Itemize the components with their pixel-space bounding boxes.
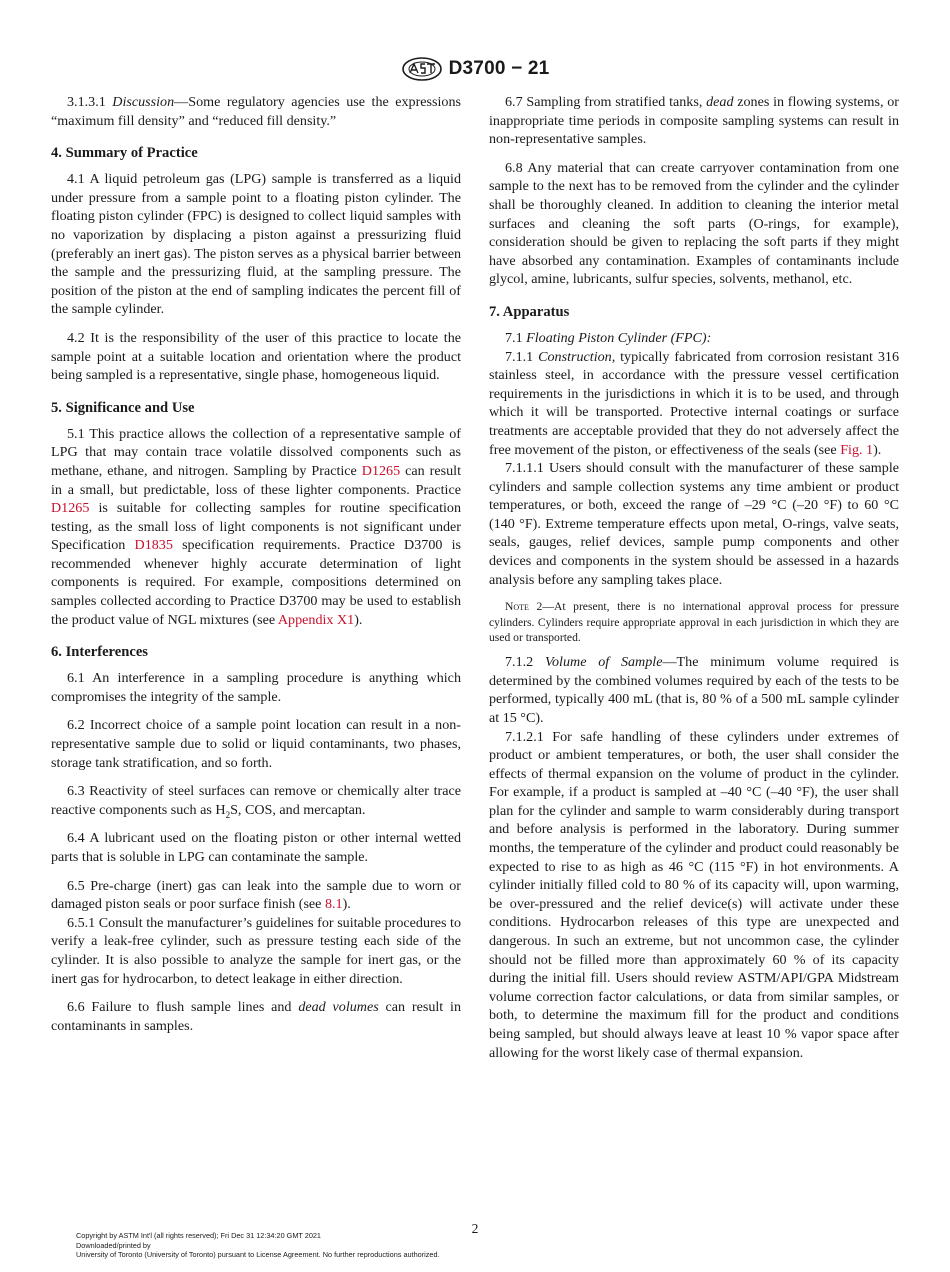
paragraph-text: can result in a small, but predictable, loss of these lighter components. Practice	[51, 462, 461, 498]
footer-line: Copyright by ASTM Int'l (all rights reserved); Fri Dec 31 12:34:20 GMT 2021	[76, 1231, 321, 1240]
paragraph-6-1: 6.1 An interference in a sampling procedure is anything which compromises the integrity of the sample.	[51, 670, 461, 705]
note-text: 2—At present, there is no international approval process for pressure cylinders. Cylinders require appropriate approval in each jurisdiction in which they are used or transported.	[489, 600, 899, 644]
paragraph-6-8: 6.8 Any material that can create carryover contamination from one sample to the next has to be removed from the cylinder and the cylinder shall be thoroughly cleaned. In addition to cleaning the interior metal surfaces and cleaning the soft parts (O-rings, for example), consideration should be given to replacing the soft parts if they might have absorbed any contamination. Examples of contaminants include glycol, amine, lubricants, sulfur species, solvents, methanol, etc.	[489, 159, 899, 288]
paragraph-text: typically fabricated from corrosion resistant 316 stainless steel, in accordance with the pressure vessel certification requirements in the jurisdictions in which it is to be used, and through which it will be transported. Protective internal coatings or surface treatments are acceptable provided that they do not adversely affect the free movement of the piston, or effectiveness of the seals (see	[489, 348, 899, 458]
page-number: 2	[471, 1221, 479, 1236]
paragraph-text: 6.7 Sampling from stratified tanks,	[505, 94, 707, 110]
paragraph-7-1	[489, 329, 899, 348]
paragraph-text: zones in flowing systems, or inappropriate time periods in composite sampling systems can result in non-representative samples.	[489, 94, 899, 148]
term-discussion: Discussion	[112, 94, 175, 110]
note-label: Note	[505, 600, 529, 614]
link-d1265-second[interactable]: D1265	[51, 500, 90, 517]
link-fig-1[interactable]: Fig. 1	[840, 441, 874, 458]
paragraph-text: 5.1 This practice allows the collection of a representative sample of LPG that may contain trace volatile dissolved components such as methane, ethane, and nitrogen. Sampling by Practice	[51, 425, 461, 479]
paragraph-number: 7.1.1	[505, 348, 534, 365]
section-6-heading: 6. Interferences	[51, 644, 148, 661]
right-column	[489, 93, 899, 1072]
note-2	[489, 599, 899, 645]
term-fpc: Floating Piston Cylinder (FPC):	[526, 329, 712, 346]
section-4-heading: 4. Summary of Practice	[51, 145, 198, 162]
paragraph-7-1-2	[489, 653, 899, 727]
page-header	[0, 56, 950, 82]
footer-line: University of Toronto (University of Toronto) pursuant to License Agreement. No further reproductions authorized.	[76, 1250, 440, 1260]
paragraph-number: 7.1	[505, 329, 523, 346]
paragraph-text: 6.6 Failure to flush sample lines and	[67, 999, 299, 1016]
paragraph-7-1-1	[489, 348, 899, 460]
link-8-1[interactable]: 8.1	[324, 896, 343, 913]
paragraph-4-1: 4.1 A liquid petroleum gas (LPG) sample is transferred as a liquid under pressure from a sample point to a floating piston cylinder. The floating piston cylinder (FPC) is designed to collect liquid samples with no vaporization by displacing a piston against a pressurizing fluid (preferably an inert gas). The piston serves as a physical barrier between the sample and the pressurizing fluid, at the sampling pressure. The position of the piston at the end of sampling indicates the percent fill of the sample cylinder.	[51, 171, 461, 318]
paragraph-text: 6.5 Pre-charge (inert) gas can leak into the sample due to worn or damaged piston seals or poor surface finish (see	[51, 877, 461, 913]
link-d1265[interactable]: D1265	[361, 462, 401, 479]
footer-line: Downloaded/printed by	[76, 1240, 151, 1250]
term-volume-of-sample: Volume of Sample	[544, 654, 663, 671]
paragraph-text: specification requirements. Practice D3700 is recommended whenever highly accurate determination of light components is required. For example, compositions determined on samples collected according to Practice D3700 may be used to establish the product value of NGL mixtures (see	[51, 537, 461, 628]
paragraph-text: is suitable for collecting samples for routine specification testing, as the small loss of light components is not significant under Specification	[51, 500, 461, 554]
paragraph-4-2: 4.2 It is the responsibility of the user of this practice to locate the sample point at a suitable location and orientation where the product being sampled is a representative, single phase, homogeneous liquid.	[51, 329, 461, 384]
paragraph-6-5	[51, 877, 461, 914]
paragraph-text: S, COS, and mercaptan.	[230, 801, 366, 818]
paragraph-text: ).	[354, 611, 363, 628]
document-designation: D3700 − 21	[448, 58, 550, 79]
paragraph-3-1-3-1	[51, 93, 461, 130]
subscript: 2	[225, 809, 231, 820]
paragraph-6-2: 6.2 Incorrect choice of a sample point location can result in a non-representative sample due to solid or liquid contaminants, two phases, storage tank stratification, and so forth.	[51, 717, 461, 771]
paragraph-number: 7.1.2	[505, 654, 534, 671]
paragraph-6-7	[489, 93, 899, 149]
paragraph-6-3	[51, 782, 461, 819]
term-dead: dead	[706, 94, 734, 110]
paragraph-text: 6.3 Reactivity of steel surfaces can remove or chemically alter trace reactive components such as H	[51, 783, 461, 818]
astm-logo-icon	[401, 56, 443, 82]
copyright-footer	[76, 1231, 440, 1260]
paragraph-text: —Some regulatory agencies use the expressions “maximum fill density” and “reduced fill density.”	[51, 94, 461, 129]
paragraph-number: 3.1.3.1	[67, 94, 106, 110]
section-5-heading: 5. Significance and Use	[51, 399, 195, 416]
paragraph-text: —The minimum volume required is determined by the combined volumes required by each of the tests to be performed, typically 400 mL (that is, 80 % of a 500 mL sample cylinder at 15 °C).	[489, 654, 899, 726]
paragraph-7-1-2-1: 7.1.2.1 For safe handling of these cylinders under extremes of product or ambient temperatures, or both, the user shall consider the effects of thermal expansion on the volume of product in the cylinder. For example, if a product is sampled at –40 °C (–40 °F), the user shall plan for the cylinder and sample to warm considerably during transport and before analysis is performed in the laboratory. During summer months, the temperature of the cylinder and product could reasonably be expected to rise to as high as 46 °C (115 °F) in hot environments. A cylinder initially filled cold to 80 % of its capacity will, upon warming, be over-pressured and the relief device(s) will activate under these conditions. Hydrocarbon releases of this type are unexpected and dangerous. In such an extreme, but not uncommon case, the cylinder should not be filled more than approximately 60 % of its capacity during the initial fill. Users should review ASTM/API/GPA Midstream volume correction factor calculations, or data from similar samples, or both, to determine the maximum fill for the product and conditions being sampled, but should always leave at least 10 % vapor space after allowing for the worst likely case of thermal expansion.	[489, 728, 899, 1061]
paragraph-text: ).	[873, 441, 882, 458]
paragraph-6-5-1: 6.5.1 Consult the manufacturer’s guidelines for suitable procedures to verify a leak-free cylinder, such as pressure testing each side of the cylinder. It is also possible to analyze the sample for inert gas, or the inert gas for hydrocarbon, to detect leakage in either direction.	[51, 914, 461, 987]
paragraph-6-4: 6.4 A lubricant used on the floating piston or other internal wetted parts that is soluble in LPG can contaminate the sample.	[51, 830, 461, 865]
paragraph-5-1	[51, 425, 461, 630]
paragraph-text: ).	[342, 896, 351, 913]
link-appendix-x1[interactable]: Appendix X1	[277, 611, 355, 628]
link-d1835[interactable]: D1835	[134, 537, 173, 554]
paragraph-text: can result in contaminants in samples.	[51, 999, 462, 1034]
paragraph-6-6	[51, 998, 461, 1035]
left-column	[51, 93, 461, 1045]
term-dead-volumes: dead volumes	[298, 999, 379, 1016]
section-7-heading: 7. Apparatus	[489, 303, 570, 320]
term-construction: Construction,	[538, 348, 616, 365]
paragraph-7-1-1-1: 7.1.1.1 Users should consult with the manufacturer of these sample cylinders and sample collection systems any time ambient or product temperatures, or both, exceed the range of –29 °C (–20 °F) to 60 °C (140 °F). Extreme temperature effects upon metal, O-rings, valve seats, seals, gauges, relief devices, sample pump components and other devices and components in the system should be assessed in a hazards analysis before any sampling takes place.	[489, 460, 899, 588]
